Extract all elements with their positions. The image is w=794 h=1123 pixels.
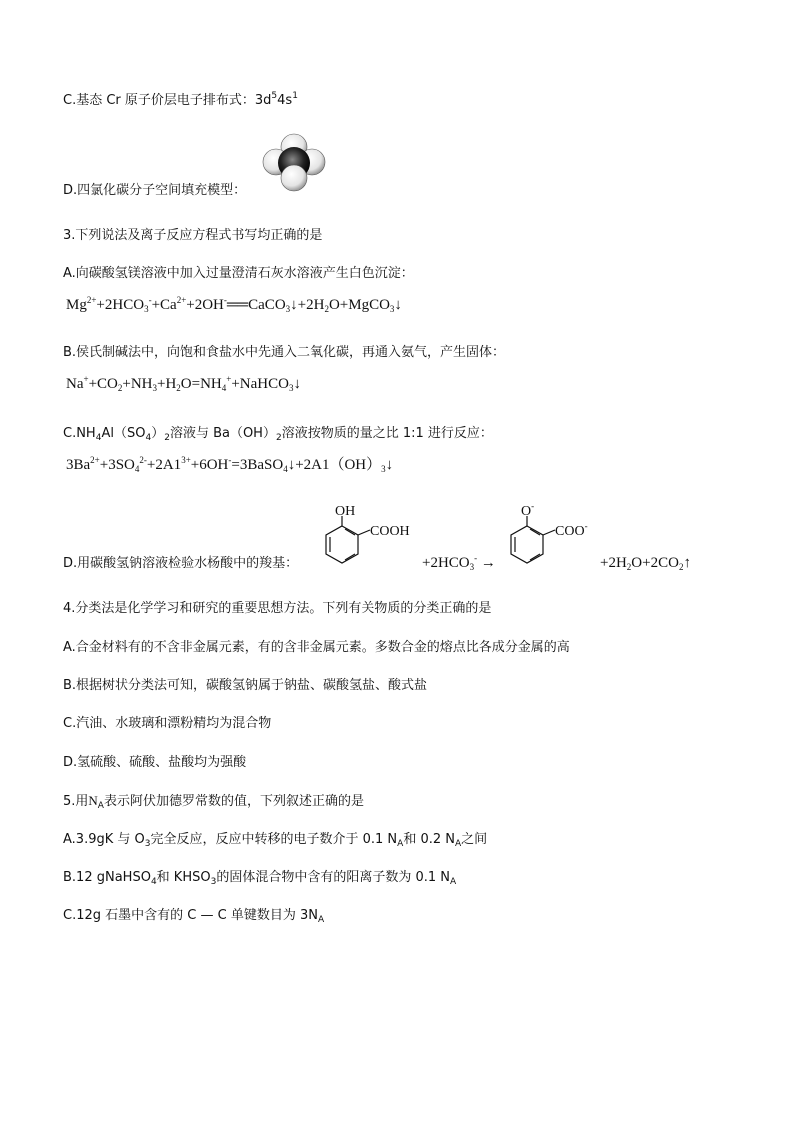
eq-part: +H <box>157 376 177 392</box>
question-3-option-c <box>63 426 493 442</box>
question-4-option-b: B.根据树状分类法可知，碳酸氢钠属于钠盐、碳酸氢盐、酸式盐 <box>63 678 428 693</box>
sup: + <box>83 374 89 384</box>
eq-part: +2HCO <box>96 297 145 313</box>
sub: 3 <box>288 383 294 393</box>
equation-d-middle <box>422 554 496 572</box>
salicylate-dianion-structure <box>503 500 603 572</box>
eq-part: +NaHCO <box>231 376 289 392</box>
eq-part: ↓+2H <box>290 297 325 313</box>
text: 表示阿伏加德罗常数的值，下列叙述正确的是 <box>103 794 364 809</box>
sub: 2 <box>324 304 329 314</box>
eq-part: Mg <box>66 297 87 313</box>
hydroxyl-label: OH <box>335 504 356 519</box>
sub: 2 <box>117 383 123 393</box>
eq-part: ↓ <box>293 376 301 392</box>
equation-d-end <box>600 554 691 572</box>
sub: 3 <box>389 304 395 314</box>
sup: + <box>226 374 232 384</box>
text: 完全反应，反应中转移的电子数介于 0.1 N <box>150 832 398 847</box>
text: B.12 gNaHSO <box>63 870 151 885</box>
sub: 3 <box>152 383 157 393</box>
reaction-arrow: → <box>480 555 496 571</box>
ccl4-space-filling-model <box>262 133 328 193</box>
sup: - <box>228 455 232 465</box>
eq-part: +3SO <box>99 457 135 473</box>
eq-part: O+MgCO <box>328 297 390 313</box>
sub: A <box>397 839 404 849</box>
sup: - <box>148 295 152 305</box>
question-3-option-d: D.用碳酸氢钠溶液检验水杨酸中的羧基： <box>63 556 299 571</box>
sub: 4 <box>134 464 140 474</box>
sub: 2 <box>176 383 181 393</box>
sup: 2+ <box>176 295 187 305</box>
sub: 2 <box>626 562 632 572</box>
text: 之间 <box>461 832 488 847</box>
text: Al（SO <box>101 426 146 441</box>
eq-part: +2H <box>600 555 627 571</box>
text: 和 KHSO <box>156 870 211 885</box>
question-4-option-a: A.合金材料有的不含非金属元素，有的含非金属元素。多数合金的熔点比各成分金属的高 <box>63 640 570 655</box>
sub: 3 <box>144 839 151 849</box>
salicylic-acid-structure <box>318 500 418 572</box>
text: C.12g 石墨中含有的 C — C 单键数目为 3N <box>63 908 318 923</box>
eq-part: 3Ba <box>66 457 91 473</box>
eq-part: Na <box>66 376 84 392</box>
sup: 2+ <box>90 455 100 465</box>
option-d-ccl4: D.四氯化碳分子空间填充模型： <box>63 183 247 198</box>
eq-part: +Ca <box>151 297 177 313</box>
sub: A <box>317 915 325 925</box>
eq-part: +CO <box>88 376 118 392</box>
carboxylate-label: COO- <box>555 521 588 539</box>
question-5-stem <box>63 793 364 810</box>
question-5-option-a <box>63 832 487 848</box>
sub: 2 <box>275 433 282 443</box>
sub: 4 <box>283 464 288 474</box>
option-c-cr-config <box>63 93 298 109</box>
sub: 4 <box>150 877 157 887</box>
question-4-option-c: C.汽油、水玻璃和漂粉精均为混合物 <box>63 716 272 731</box>
text: C.基态 Cr 原子价层电子排布式：3d <box>63 93 272 108</box>
sub: A <box>97 801 104 811</box>
text: 溶液按物质的量之比 1:1 进行反应： <box>281 426 493 441</box>
sub: 4 <box>221 383 227 393</box>
question-3-option-b: B.侯氏制碱法中，向饱和食盐水中先通入二氧化碳，再通入氨气，产生固体： <box>63 345 506 360</box>
eq-part: ↓+2A1（OH） <box>287 457 382 473</box>
sub: 3 <box>144 304 149 314</box>
text: N <box>88 793 98 808</box>
eq-part: ↑ <box>683 555 691 571</box>
sub: 2 <box>164 433 170 443</box>
eq-part: ↓ <box>394 297 402 313</box>
sup: 5 <box>271 91 278 101</box>
sub: 3 <box>210 877 217 887</box>
sup: 2- <box>139 455 147 465</box>
eq-part: +2A1 <box>146 457 182 473</box>
eq-part: +2HCO <box>422 555 470 571</box>
sup: 2+ <box>86 295 97 305</box>
sub: 3 <box>469 562 475 572</box>
eq-part: +2OH <box>186 297 224 313</box>
sub: A <box>450 877 457 887</box>
eq-part: O=NH <box>180 376 222 392</box>
question-3-stem: 3.下列说法及离子反应方程式书写均正确的是 <box>63 228 323 243</box>
carboxyl-label: COOH <box>370 524 410 539</box>
text: 5.用 <box>63 794 89 809</box>
eq-part: ↓ <box>385 457 394 473</box>
eq-part: +NH <box>122 376 153 392</box>
sub: 4 <box>145 433 152 443</box>
sub: 3 <box>285 304 291 314</box>
sup: - <box>474 553 478 563</box>
eq-part: =3BaSO <box>231 457 284 473</box>
sub: 4 <box>95 433 102 443</box>
text: 4s <box>277 93 293 108</box>
equation-a <box>66 296 402 314</box>
text: 溶液与 Ba（OH） <box>169 426 276 441</box>
sup: 3+ <box>181 455 191 465</box>
equation-c <box>66 456 393 474</box>
text: C.NH <box>63 426 96 441</box>
sub: A <box>455 839 462 849</box>
sup: - <box>223 295 227 305</box>
text: ） <box>151 426 165 441</box>
question-5-option-b <box>63 870 456 886</box>
question-3-option-a: A.向碳酸氢镁溶液中加入过量澄清石灰水溶液产生白色沉淀： <box>63 266 414 281</box>
question-4-option-d: D.氢硫酸、硫酸、盐酸均为强酸 <box>63 755 247 770</box>
sub: 3 <box>381 464 386 474</box>
phenoxide-label: O- <box>521 501 535 519</box>
sub: 2 <box>678 562 684 572</box>
text: 的固体混合物中含有的阳离子数为 0.1 N <box>216 870 450 885</box>
equation-b <box>66 375 301 393</box>
text: 和 0.2 N <box>403 832 455 847</box>
eq-part: +6OH <box>190 457 229 473</box>
text: A.3.9gK 与 O <box>63 832 145 847</box>
eq-part: ══CaCO <box>226 297 286 313</box>
eq-part: O+2CO <box>631 555 679 571</box>
sup: 1 <box>292 91 298 101</box>
question-5-option-c <box>63 908 324 924</box>
question-4-stem: 4.分类法是化学学习和研究的重要思想方法。下列有关物质的分类正确的是 <box>63 601 492 616</box>
